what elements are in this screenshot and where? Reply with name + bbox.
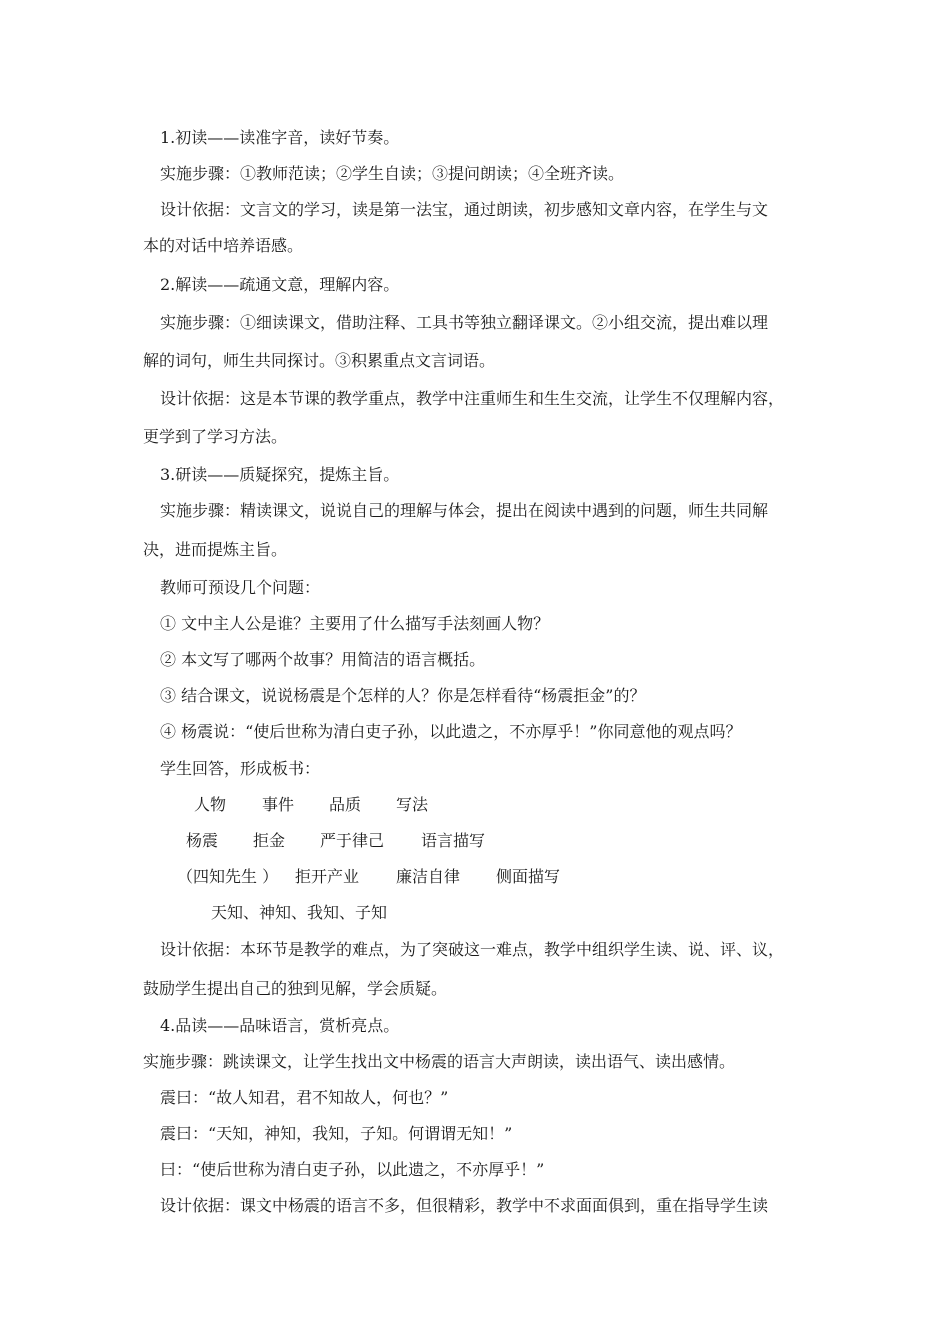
section-3-steps-line2: 决，进而提炼主旨。 [143, 540, 288, 559]
board-header-quality: 品质 [329, 795, 362, 814]
section-2-steps-line1: 实施步骤：①细读课文，借助注释、工具书等独立翻译课文。②小组交流，提出难以理 [160, 313, 769, 332]
section-2-basis-line1: 设计依据：这是本节课的教学重点，教学中注重师生和生生交流，让学生不仅理解内容， [160, 389, 785, 408]
section-1-basis-line2: 本的对话中培养语感。 [143, 236, 304, 255]
quote-3: 曰：“使后世称为清白吏子孙，以此遗之，不亦厚乎！” [160, 1160, 545, 1179]
section-2-steps-line2: 解的词句，师生共同探讨。③积累重点文言词语。 [143, 351, 496, 370]
board-header-event: 事件 [262, 795, 295, 814]
board-row1-technique: 语言描写 [421, 831, 486, 850]
section-3-basis-line2: 鼓励学生提出自己的独到见解，学会质疑。 [143, 979, 448, 998]
section-4-steps: 实施步骤：跳读课文，让学生找出文中杨震的语言大声朗读，读出语气、读出感情。 [143, 1052, 736, 1071]
quote-1: 震曰：“故人知君，君不知故人，何也？” [160, 1088, 449, 1107]
board-intro: 学生回答，形成板书： [160, 759, 321, 778]
section-3-intro: 教师可预设几个问题： [160, 578, 321, 597]
section-1-title: 1.初读——读准字音，读好节奏。 [160, 128, 400, 147]
board-row1-character: 杨震 [186, 831, 219, 850]
section-3-title: 3.研读——质疑探究，提炼主旨。 [160, 465, 400, 484]
board-row2-technique: 侧面描写 [496, 867, 561, 886]
board-row2-event: 拒开产业 [295, 867, 360, 886]
section-1-steps: 实施步骤：①教师范读；②学生自读；③提问朗读；④全班齐读。 [160, 164, 625, 183]
section-3-basis-line1: 设计依据：本环节是教学的难点，为了突破这一难点，教学中组织学生读、说、评、议， [160, 940, 785, 959]
board-row2-character: （四知先生 ） [177, 867, 279, 886]
section-4-basis-line1: 设计依据：课文中杨震的语言不多，但很精彩，教学中不求面面俱到，重在指导学生读 [160, 1196, 769, 1215]
board-row1-event: 拒金 [253, 831, 286, 850]
section-1-basis-line1: 设计依据：文言文的学习，读是第一法宝，通过朗读，初步感知文章内容，在学生与文 [160, 200, 769, 219]
section-2-basis-line2: 更学到了学习方法。 [143, 427, 288, 446]
question-1: ① 文中主人公是谁？主要用了什么描写手法刻画人物？ [160, 614, 550, 633]
section-4-title: 4.品读——品味语言，赏析亮点。 [160, 1016, 400, 1035]
board-header-technique: 写法 [396, 795, 429, 814]
board-header-character: 人物 [194, 795, 227, 814]
board-row1-quality: 严于律己 [320, 831, 385, 850]
section-3-steps-line1: 实施步骤：精读课文，说说自己的理解与体会，提出在阅读中遇到的问题，师生共同解 [160, 501, 769, 520]
question-2: ② 本文写了哪两个故事？用简洁的语言概括。 [160, 650, 486, 669]
question-4: ④ 杨震说：“使后世称为清白吏子孙，以此遗之，不亦厚乎！”你同意他的观点吗？ [160, 722, 742, 741]
section-2-title: 2.解读——疏通文意，理解内容。 [160, 275, 400, 294]
question-3: ③ 结合课文，说说杨震是个怎样的人？你是怎样看待“杨震拒金”的？ [160, 686, 646, 705]
quote-2: 震曰：“天知，神知，我知，子知。何谓谓无知！” [160, 1124, 513, 1143]
board-row3-note: 天知、神知、我知、子知 [211, 903, 388, 922]
board-row2-quality: 廉洁自律 [396, 867, 461, 886]
